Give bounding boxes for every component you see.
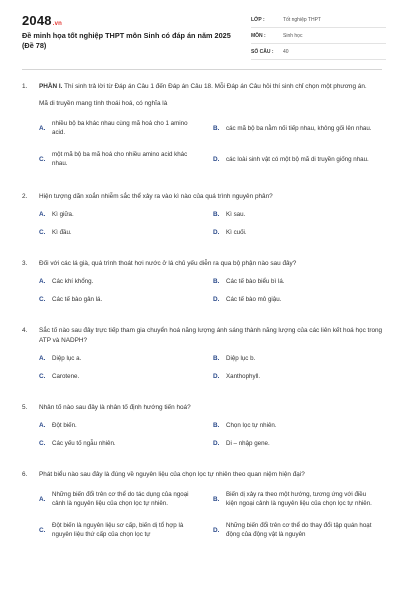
option-a[interactable] <box>39 277 213 286</box>
option-b[interactable] <box>213 421 387 430</box>
option-d[interactable] <box>213 519 387 541</box>
exam-meta-table <box>251 12 386 60</box>
option-letter: D. <box>213 440 220 447</box>
option-d[interactable] <box>213 228 387 237</box>
option-letter: A. <box>39 278 46 285</box>
options-grid <box>0 117 387 179</box>
option-text: Các yếu tố ngẫu nhiên. <box>52 440 116 447</box>
meta-value: Sinh học <box>283 32 303 39</box>
option-text: Những biến đổi trên cơ thể do tác dụng của ngoại cảnh là nguyên liệu của chọn lọc tự nhiên. <box>52 491 189 507</box>
question-number: 1. <box>22 83 28 90</box>
option-text: nhiều bộ ba khác nhau cùng mã hoá cho 1 amino acid. <box>52 120 188 136</box>
option-text: Các tế bào gân lá. <box>52 296 103 303</box>
option-d[interactable] <box>213 372 387 381</box>
option-text: một mã bộ ba mã hoá cho nhiều amino acid khác nhau. <box>52 151 188 167</box>
meta-value: Tốt nghiệp THPT <box>283 16 321 23</box>
question-5 <box>0 403 400 457</box>
page-header <box>0 0 400 62</box>
exam-title: Đề minh họa tốt nghiệp THPT môn Sinh có đáp án năm 2025 (Đề 78) <box>22 31 231 50</box>
site-logo[interactable] <box>22 13 62 28</box>
question-4 <box>0 326 400 390</box>
header-divider <box>22 69 382 70</box>
option-letter: C. <box>39 373 46 380</box>
part-label: PHẦN I. <box>39 83 63 90</box>
option-d[interactable] <box>213 295 387 304</box>
option-letter: B. <box>213 355 220 362</box>
question-text: Phát biểu nào sau đây là đúng về nguyên liệu của chọn lọc tự nhiên theo quan niệm hiện đại? <box>39 471 305 478</box>
question-number: 3. <box>22 260 28 267</box>
option-text: Các khí khổng. <box>52 278 94 285</box>
question-number: 6. <box>22 471 28 478</box>
option-letter: A. <box>39 211 46 218</box>
option-text: Biến dị xảy ra theo một hướng, tương ứng với điều kiện ngoại cảnh là nguyên liệu của chọn lọc tự nhiên. <box>226 491 372 507</box>
question-number: 4. <box>22 327 28 334</box>
option-letter: B. <box>213 211 220 218</box>
options-grid <box>0 277 387 313</box>
option-letter: D. <box>213 229 220 236</box>
option-letter: D. <box>213 373 220 380</box>
option-letter: A. <box>39 422 46 429</box>
meta-value: 40 <box>283 48 289 55</box>
option-text: các mã bộ ba nằm nối tiếp nhau, không gối lên nhau. <box>226 124 372 132</box>
option-letter: B. <box>213 124 220 132</box>
option-letter: C. <box>39 229 46 236</box>
option-text: Diệp lục a. <box>52 355 82 362</box>
option-c[interactable] <box>39 519 213 541</box>
option-letter: C. <box>39 440 46 447</box>
option-letter: D. <box>213 155 220 163</box>
option-b[interactable] <box>213 354 387 363</box>
option-a[interactable] <box>39 488 213 510</box>
meta-row-class <box>251 12 386 28</box>
option-text: Carotene. <box>52 373 80 380</box>
part-instructions: Thí sinh trả lời từ Đáp án Câu 1 đến Đáp án Câu 18. Mỗi Đáp án Câu hỏi thí sinh chỉ chọn một phương án. <box>62 83 367 90</box>
option-text: Những biến đổi trên cơ thể do thay đổi tập quán hoạt động của động vật là nguyên <box>226 522 372 538</box>
option-letter: D. <box>213 296 220 303</box>
question-stem: Mã di truyền mang tính thoái hoá, có nghĩa là <box>39 100 168 107</box>
question-text: Sắc tố nào sau đây trực tiếp tham gia chuyển hoá năng lượng ánh sáng thành năng lượng của các liên kết hoá học trong ATP và NADPH? <box>39 327 383 344</box>
option-a[interactable] <box>39 421 213 430</box>
option-text: Kì cuối. <box>226 229 247 236</box>
option-letter: A. <box>39 355 46 362</box>
option-text: Đột biến là nguyên liệu sơ cấp, biến dị tổ hợp là nguyên liệu thứ cấp của chọn lọc tự <box>52 522 184 538</box>
option-text: các loài sinh vật có một bộ mã di truyền giống nhau. <box>226 155 369 163</box>
option-letter: A. <box>39 124 46 132</box>
option-text: Chọn lọc tự nhiên. <box>226 422 277 429</box>
option-text: Đột biến. <box>52 422 77 429</box>
meta-row-subject <box>251 28 386 44</box>
option-text: Di – nhập gene. <box>226 440 270 447</box>
option-letter: C. <box>39 155 46 163</box>
question-2 <box>0 192 400 246</box>
option-letter: B. <box>213 495 220 503</box>
meta-label: SỐ CÂU : <box>251 48 274 55</box>
option-a[interactable] <box>39 354 213 363</box>
option-text: Kì sau. <box>226 211 246 218</box>
options-grid <box>0 354 387 390</box>
meta-label: LỚP : <box>251 16 265 23</box>
option-c[interactable] <box>39 372 213 381</box>
question-1 <box>0 82 400 179</box>
option-text: Kì giữa. <box>52 211 74 218</box>
option-letter: C. <box>39 526 46 534</box>
option-a[interactable] <box>39 117 213 139</box>
question-text <box>39 82 389 92</box>
question-list <box>0 82 400 563</box>
option-b[interactable] <box>213 277 387 286</box>
option-c[interactable] <box>39 148 213 170</box>
option-d[interactable] <box>213 439 387 448</box>
question-text: Nhân tố nào sau đây là nhân tố định hướng tiến hoá? <box>39 404 191 411</box>
question-text: Hiện tượng dãn xoắn nhiễm sắc thể xảy ra vào kì nào của quá trình nguyên phân? <box>39 193 273 200</box>
option-letter: D. <box>213 526 220 534</box>
question-number: 2. <box>22 193 28 200</box>
option-letter: C. <box>39 296 46 303</box>
option-letter: B. <box>213 278 220 285</box>
question-text: Đối với các lá già, quá trình thoát hơi nước ở lá chủ yếu diễn ra qua bộ phận nào sau đây? <box>39 260 297 267</box>
options-grid <box>0 488 387 550</box>
option-text: Các tế bào mô giậu. <box>226 296 282 303</box>
question-6 <box>0 470 400 550</box>
option-c[interactable] <box>39 439 213 448</box>
meta-label: MÔN : <box>251 32 266 39</box>
options-grid <box>0 210 387 246</box>
option-c[interactable] <box>39 295 213 304</box>
meta-row-question-count <box>251 44 386 60</box>
logo-main: 2048 <box>22 13 52 28</box>
option-text: Diệp lục b. <box>226 355 256 362</box>
logo-suffix: .vn <box>52 21 63 27</box>
option-text: Kì đầu. <box>52 229 72 236</box>
option-c[interactable] <box>39 228 213 237</box>
option-d[interactable] <box>213 148 387 170</box>
options-grid <box>0 421 387 457</box>
option-b[interactable] <box>213 117 387 139</box>
option-letter: A. <box>39 495 46 503</box>
option-b[interactable] <box>213 210 387 219</box>
question-3 <box>0 259 400 313</box>
option-text: Các tế bào biểu bì lá. <box>226 278 285 285</box>
option-a[interactable] <box>39 210 213 219</box>
option-text: Xanthophyll. <box>226 373 261 380</box>
option-letter: B. <box>213 422 220 429</box>
option-b[interactable] <box>213 488 387 510</box>
question-number: 5. <box>22 404 28 411</box>
